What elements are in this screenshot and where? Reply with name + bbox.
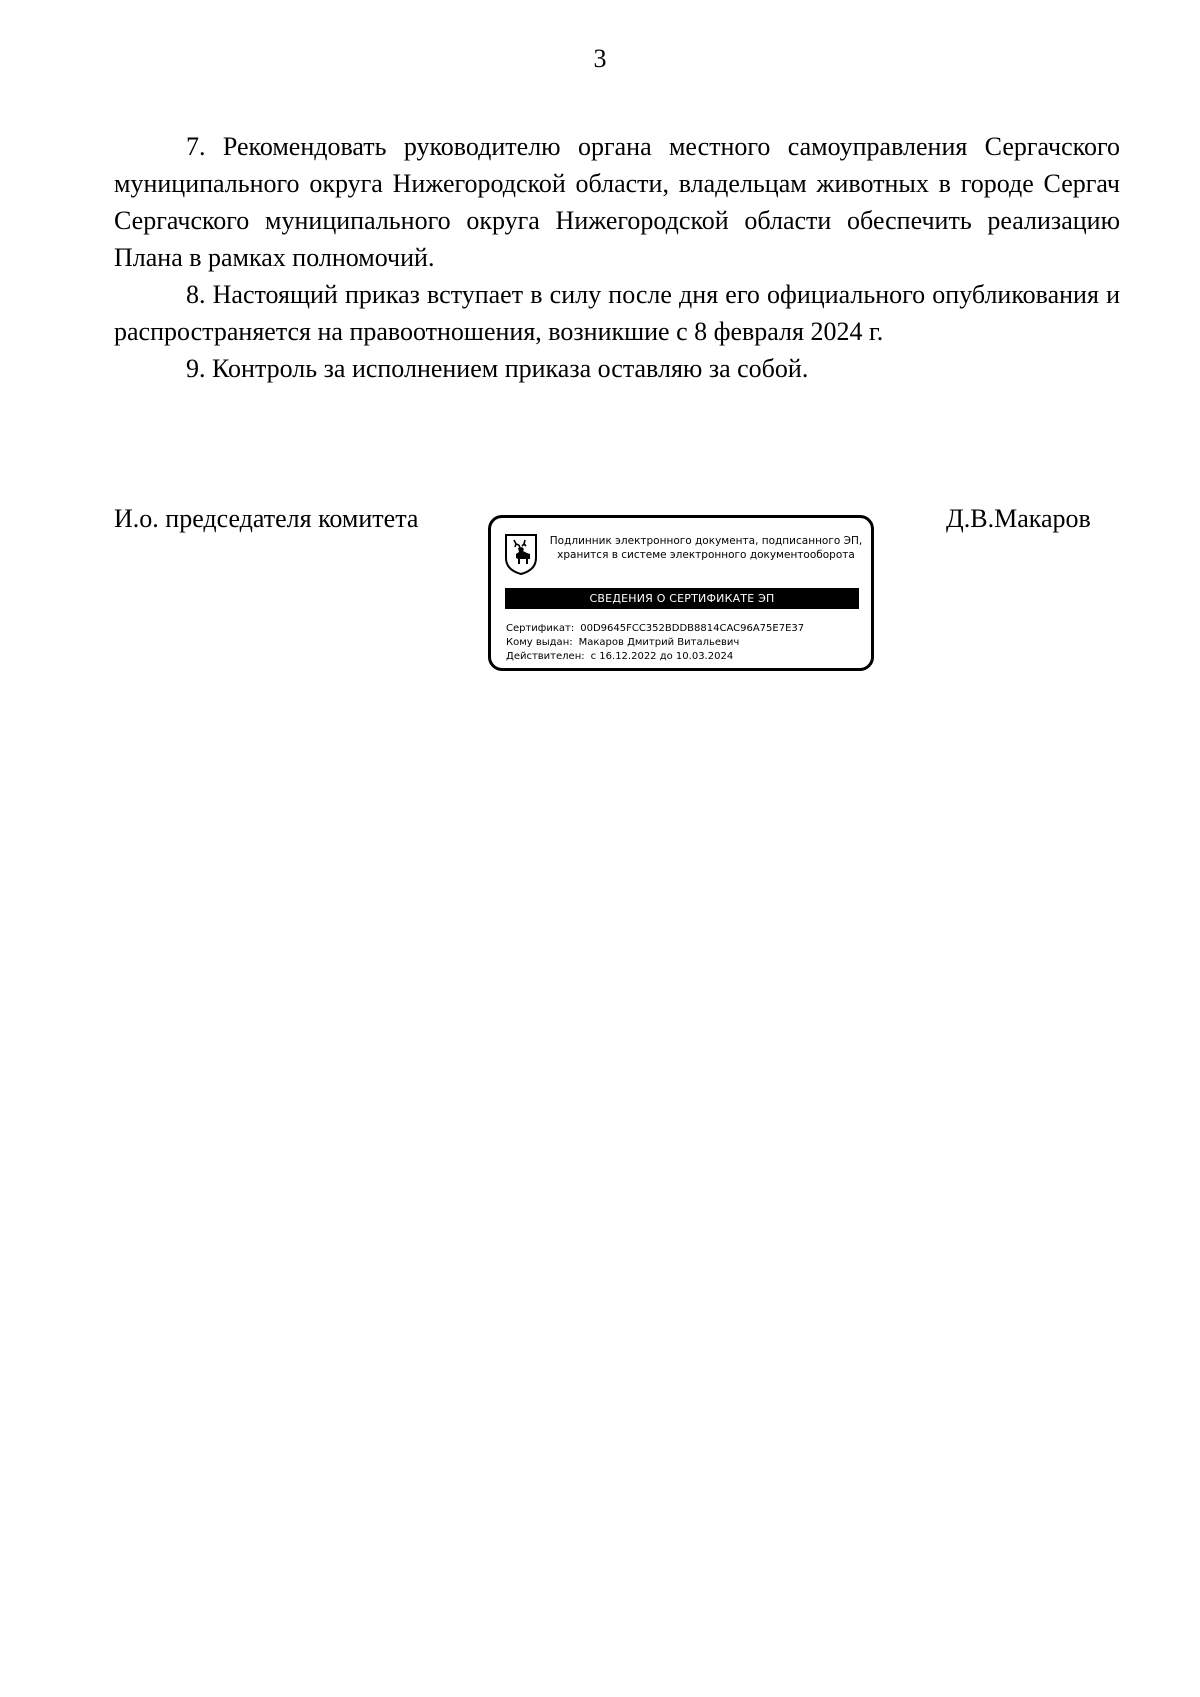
page-number: 3 xyxy=(593,44,607,73)
electronic-signature-stamp xyxy=(488,515,874,671)
signatory-name: Д.В.Макаров xyxy=(946,504,1091,533)
stamp-notice-line-2: хранится в системе электронного документооборота xyxy=(557,549,855,561)
paragraph-8: 8. Настоящий приказ вступает в силу после дня его официального опубликования и распространяется на правоотношения, возникшие с 8 февраля 2024 г. xyxy=(114,280,1120,346)
issued-to-value: Макаров Дмитрий Витальевич xyxy=(578,637,740,648)
certificate-row xyxy=(506,622,866,636)
deer-coat-of-arms-icon xyxy=(503,532,539,576)
paragraph-7: 7. Рекомендовать руководителю органа местного самоуправления Сергачского муниципального округа Нижегородской области, владельцам животных в городе Сергач Сергачского муниципального округа Нижегородской области обеспечить реализацию Плана в рамках полномочий. xyxy=(114,132,1120,272)
certificate-header: СВЕДЕНИЯ О СЕРТИФИКАТЕ ЭП xyxy=(505,588,859,609)
signatory-position: И.о. председателя комитета xyxy=(114,504,419,533)
document-body xyxy=(114,128,1120,387)
valid-value: с 16.12.2022 до 10.03.2024 xyxy=(590,651,734,662)
stamp-notice xyxy=(545,534,867,562)
certificate-details xyxy=(506,622,866,664)
certificate-label: Сертификат: xyxy=(506,623,575,634)
issued-to-label: Кому выдан: xyxy=(506,637,573,648)
issued-to-row xyxy=(506,636,866,650)
certificate-value: 00D9645FCC352BDDB8814CAC96A75E7E37 xyxy=(580,623,805,634)
stamp-notice-line-1: Подлинник электронного документа, подписанного ЭП, xyxy=(549,535,863,547)
paragraph-9: 9. Контроль за исполнением приказа оставляю за собой. xyxy=(186,354,809,383)
valid-label: Действителен: xyxy=(506,651,585,662)
valid-row xyxy=(506,650,866,664)
